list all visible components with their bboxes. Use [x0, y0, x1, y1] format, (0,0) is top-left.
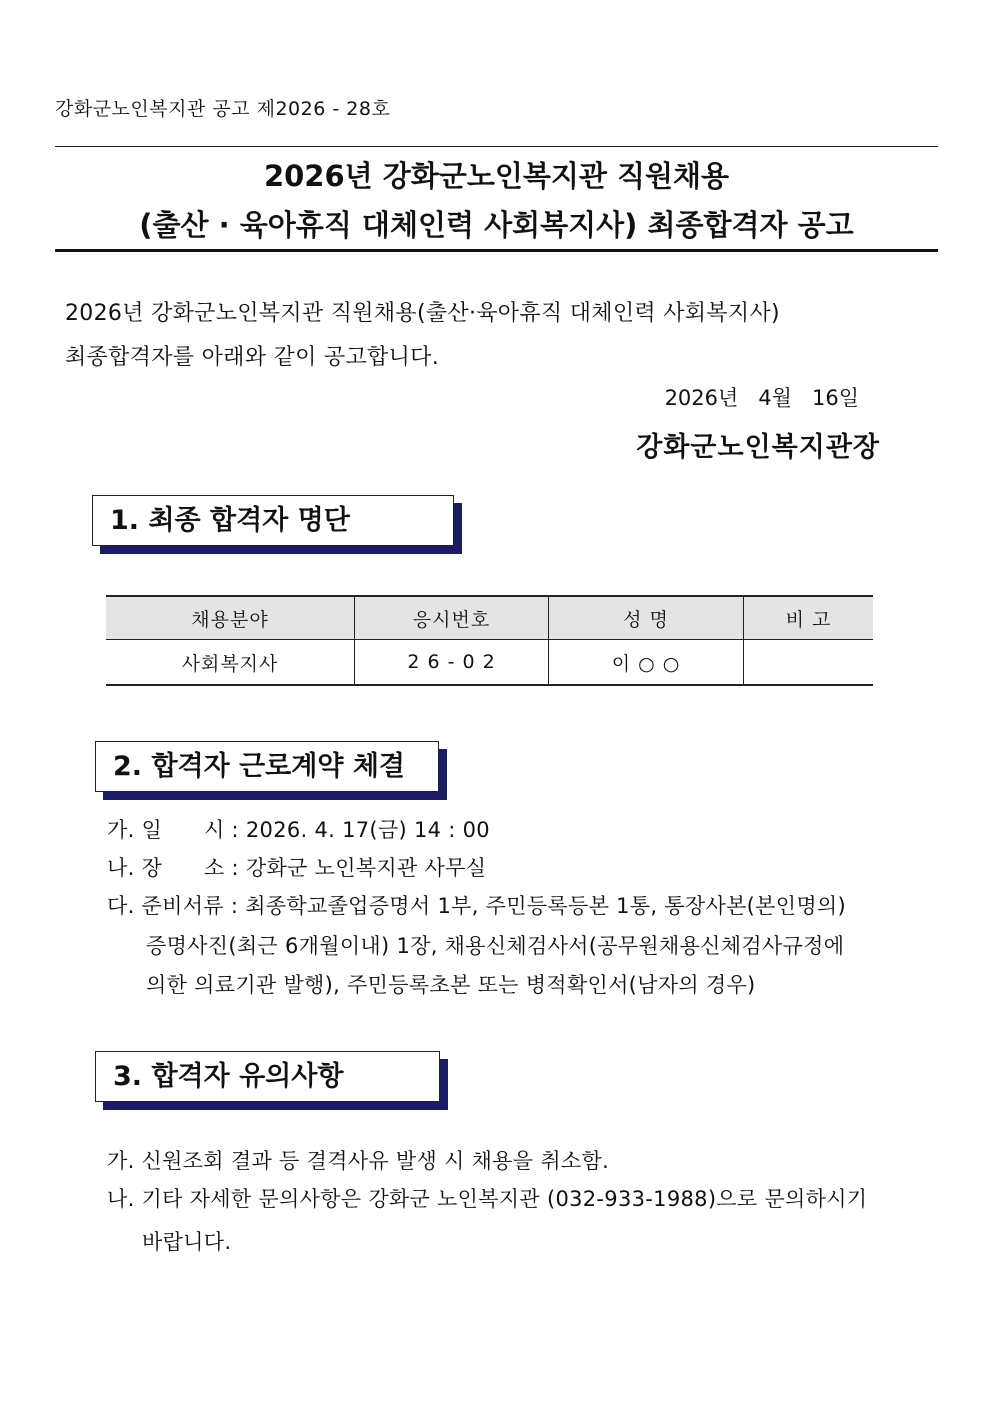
table-row [106, 640, 873, 686]
note-item-2-cont: 바랍니다. [142, 1230, 232, 1254]
table-header-row [106, 596, 873, 640]
required-documents-cont1: 증명사진(최근 6개월이내) 1장, 채용신체검사서(공무원채용신체검사규정에 [146, 934, 845, 958]
cell-field: 사회복지사 [106, 640, 355, 686]
cell-name: 이 ○ ○ [549, 640, 744, 686]
cell-number: 2 6 - 0 2 [355, 640, 549, 686]
section3-heading: 3. 합격자 유의사항 [95, 1051, 440, 1102]
intro-line1: 2026년 강화군노인복지관 직원채용(출산·육아휴직 대체인력 사회복지사) [65, 301, 780, 326]
required-documents: 다. 준비서류 : 최종학교졸업증명서 1부, 주민등록등본 1통, 통장사본(본인명의) [107, 894, 847, 918]
section2-heading: 2. 합격자 근로계약 체결 [95, 741, 439, 792]
title-rule [55, 249, 938, 252]
intro-line2: 최종합격자를 아래와 같이 공고합니다. [65, 345, 440, 370]
column-header-remarks: 비 고 [744, 596, 874, 640]
contract-location: 나. 장 소 : 강화군 노인복지관 사무실 [107, 856, 487, 880]
issuer-name: 강화군노인복지관장 [636, 432, 880, 463]
header-rule [55, 146, 938, 147]
required-documents-cont2: 의한 의료기관 발행), 주민등록초본 또는 병적확인서(남자의 경우) [146, 973, 756, 997]
column-header-field: 채용분야 [106, 596, 355, 640]
cell-remarks [744, 640, 874, 686]
column-header-number: 응시번호 [355, 596, 549, 640]
column-header-name: 성 명 [549, 596, 744, 640]
document-title-line1: 2026년 강화군노인복지관 직원채용 [263, 159, 730, 193]
document-title-line2: (출산 · 육아휴직 대체인력 사회복지사) 최종합격자 공고 [139, 208, 854, 242]
note-item-2: 나. 기타 자세한 문의사항은 강화군 노인복지관 (032-933-1988)으로 문의하시기 [107, 1187, 868, 1211]
note-item-1: 가. 신원조회 결과 등 결격사유 발생 시 채용을 취소함. [107, 1149, 610, 1173]
successful-candidates-table [106, 595, 873, 686]
section1-heading: 1. 최종 합격자 명단 [92, 495, 454, 546]
contract-datetime: 가. 일 시 : 2026. 4. 17(금) 14 : 00 [107, 818, 490, 842]
announcement-date: 2026년 4월 16일 [664, 386, 859, 410]
notice-number: 강화군노인복지관 공고 제2026 - 28호 [55, 98, 391, 120]
